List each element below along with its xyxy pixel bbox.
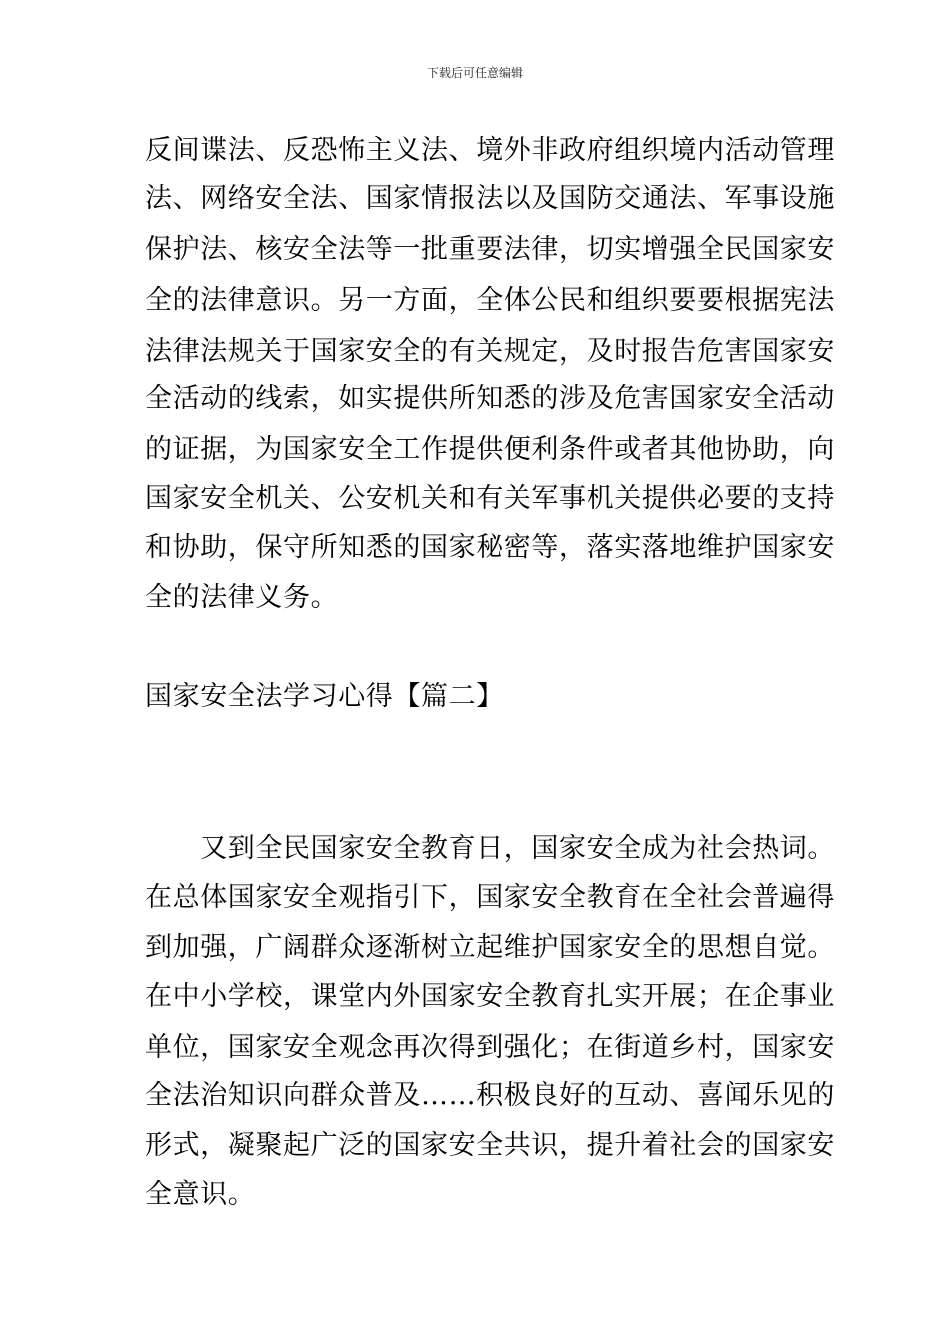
text-line: 全意识。 <box>145 1179 256 1210</box>
text-line: 单位，国家安全观念再次得到强化；在街道乡村，国家安 <box>145 1032 835 1063</box>
text-line: 全活动的线索，如实提供所知悉的涉及危害国家安全活动 <box>145 383 835 414</box>
text-line: 全的法律义务。 <box>145 582 339 613</box>
text-line: 和协助，保守所知悉的国家秘密等，落实落地维护国家安 <box>145 532 835 563</box>
text-line: 在中小学校，课堂内外国家安全教育扎实开展；在企事业 <box>145 981 835 1012</box>
text-line: 的证据，为国家安全工作提供便利条件或者其他协助，向 <box>145 434 835 465</box>
text-line: 全的法律意识。另一方面，全体公民和组织要要根据宪法 <box>145 285 835 316</box>
text-line: 反间谍法、反恐怖主义法、境外非政府组织境内活动管理 <box>145 135 835 166</box>
text-line: 法、网络安全法、国家情报法以及国防交通法、军事设施 <box>145 183 835 214</box>
text-line: 全法治知识向群众普及……积极良好的互动、喜闻乐见的 <box>145 1080 835 1111</box>
text-line: 法律法规关于国家安全的有关规定，及时报告危害国家安 <box>145 336 835 367</box>
section-title: 国家安全法学习心得【篇二】 <box>145 681 504 712</box>
text-line: 国家安全机关、公安机关和有关军事机关提供必要的支持 <box>145 483 835 514</box>
text-line: 到加强，广阔群众逐渐树立起维护国家安全的思想自觉。 <box>145 932 835 963</box>
text-line: 保护法、核安全法等一批重要法律，切实增强全民国家安 <box>145 234 835 265</box>
text-line: 在总体国家安全观指引下，国家安全教育在全社会普遍得 <box>145 882 835 913</box>
page-header: 下载后可任意编辑 <box>426 66 523 80</box>
text-line: 形式，凝聚起广泛的国家安全共识，提升着社会的国家安 <box>145 1130 835 1161</box>
text-line: 又到全民国家安全教育日，国家安全成为社会热词。 <box>145 833 835 864</box>
